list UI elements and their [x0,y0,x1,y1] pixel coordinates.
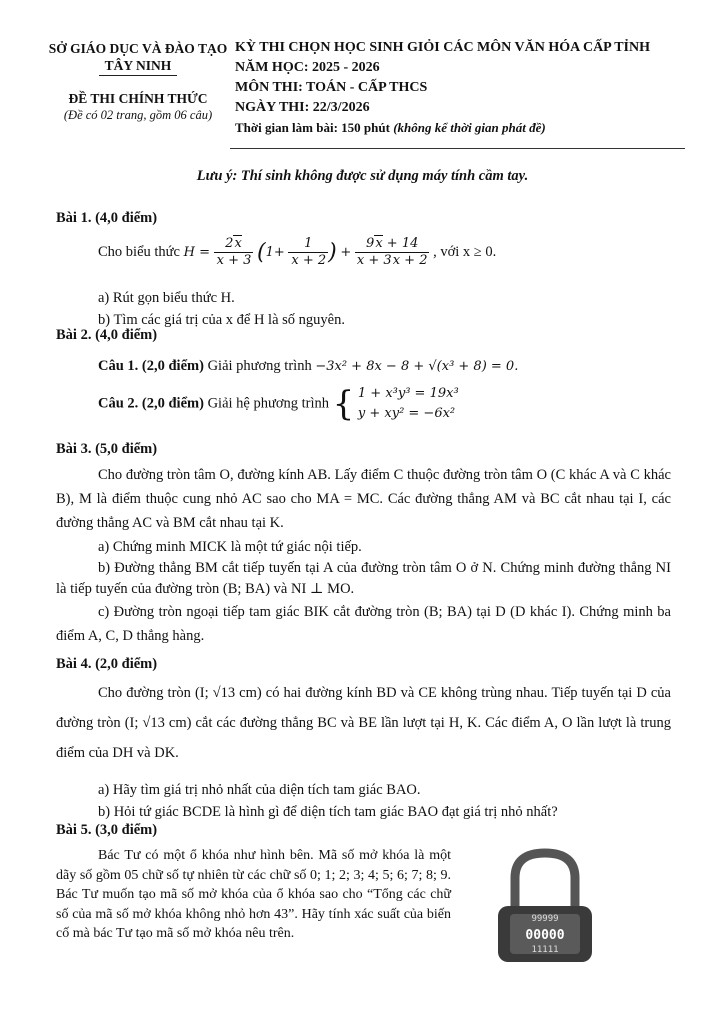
bai1-expression: Cho biểu thức H = $\frac{2x}{x + 3}$ (1+ $\frac{1}{x + 2}$ ) + $\frac{9x + 14}{x + 3x + 2}$ , với x ≥ 0. [98,236,497,268]
bai4-b: b) Hỏi tứ giác BCDE là hình gì để diện tích tam giác BAO đạt giá trị nhỏ nhất? [98,804,558,820]
bai3-p1: Cho đường tròn tâm O, đường kính AB. Lấy điểm C thuộc đường tròn tâm O (C khác A và C khác B), M là điểm thuộc cung nhỏ AC sao cho MA = MC. Các đường thẳng AM và BC cắt nhau tại I, các đường thẳng AC và BM cắt nhau tại K. [56,467,671,531]
bai3-c: c) Đường tròn ngoại tiếp tam giác BIK cắt đường tròn (B; BA) tại D (D khác I). Chứng minh ba điểm A, C, D thẳng hàng. [56,604,671,644]
bai1-title: Bài 1. (4,0 điểm) [56,210,158,226]
bai4-a: a) Hãy tìm giá trị nhỏ nhất của diện tích tam giác BAO. [98,782,421,798]
bai2-cau2: Câu 2. (2,0 điểm) Giải hệ phương trình { 1 + x³y³ = 19x³ y + xy² = −6x² [98,384,459,424]
header-right [235,38,695,138]
bai2-cau1: Câu 1. (2,0 điểm) Giải phương trình −3x² + 8x − 8 + √(x³ + 8) = 0. [98,358,519,374]
lock-row-mid: 00000 [525,928,565,943]
bai3-a: a) Chứng minh MICK là một tứ giác nội tiếp. [98,539,362,555]
header-rule [230,148,685,149]
bai3-b: b) Đường thẳng BM cắt tiếp tuyến tại A của đường tròn tâm O ở N. Chứng minh đường thẳng NI là tiếp tuyến của đường tròn (B; BA) và NI ⊥ MO. [56,560,671,597]
bai3-title: Bài 3. (5,0 điểm) [56,441,158,457]
duration-note: (không kể thời gian phát đề) [393,120,546,135]
lock-row-top: 99999 [531,914,559,924]
pages-note: (Đề có 02 trang, gồm 06 câu) [63,108,213,122]
department: SỞ GIÁO DỤC VÀ ĐÀO TẠO [48,41,228,56]
subject: MÔN THI: TOÁN - CẤP THCS [235,80,428,95]
bai5-title: Bài 5. (3,0 điểm) [56,822,158,838]
bai4-title: Bài 4. (2,0 điểm) [56,656,158,672]
bai1-a: a) Rút gọn biểu thức H. [98,290,235,306]
school-year: NĂM HỌC: 2025 - 2026 [235,60,380,75]
official-label: ĐỀ THI CHÍNH THỨC [68,91,208,106]
exam-note: Lưu ý: Thí sinh không được sử dụng máy tính cầm tay. [196,168,529,184]
bai4-p1: Cho đường tròn (I; √13 cm) có hai đường kính BD và CE không trùng nhau. Tiếp tuyến tại D của đường tròn (I; √13 cm) cắt các đường thẳng BC và BE lần lượt tại H, K. Các điểm A, O lần lượt là trung điểm của DH và DK. [56,685,671,761]
lock-shackle [515,853,575,910]
bai5-p1: Bác Tư có một ổ khóa như hình bên. Mã số mở khóa là một dãy số gồm 05 chữ số tự nhiên từ các chữ số 0; 1; 2; 3; 4; 5; 6; 7; 8; 9. Bác Tư muốn tạo mã số mở khóa của ổ khóa sao cho “Tổng các chữ số của mã số mở khóa không nhỏ hơn 43”. Hãy tính xác suất của biến cố mà bác Tư tạo mã số mở khóa nêu trên. [56,848,451,941]
duration-label: Thời gian làm bài: 150 phút [235,120,390,135]
bai1-b: b) Tìm các giá trị của x để H là số nguyên. [98,312,345,328]
combination-lock-image [490,848,600,966]
header-left [38,40,238,124]
province: TÂY NINH [99,57,178,76]
bai2-title: Bài 2. (4,0 điểm) [56,327,158,343]
lock-row-bot: 11111 [531,945,559,955]
exam-title: KỲ THI CHỌN HỌC SINH GIỎI CÁC MÔN VĂN HÓA CẤP TỈNH [235,40,650,55]
exam-date: NGÀY THI: 22/3/2026 [235,100,370,115]
